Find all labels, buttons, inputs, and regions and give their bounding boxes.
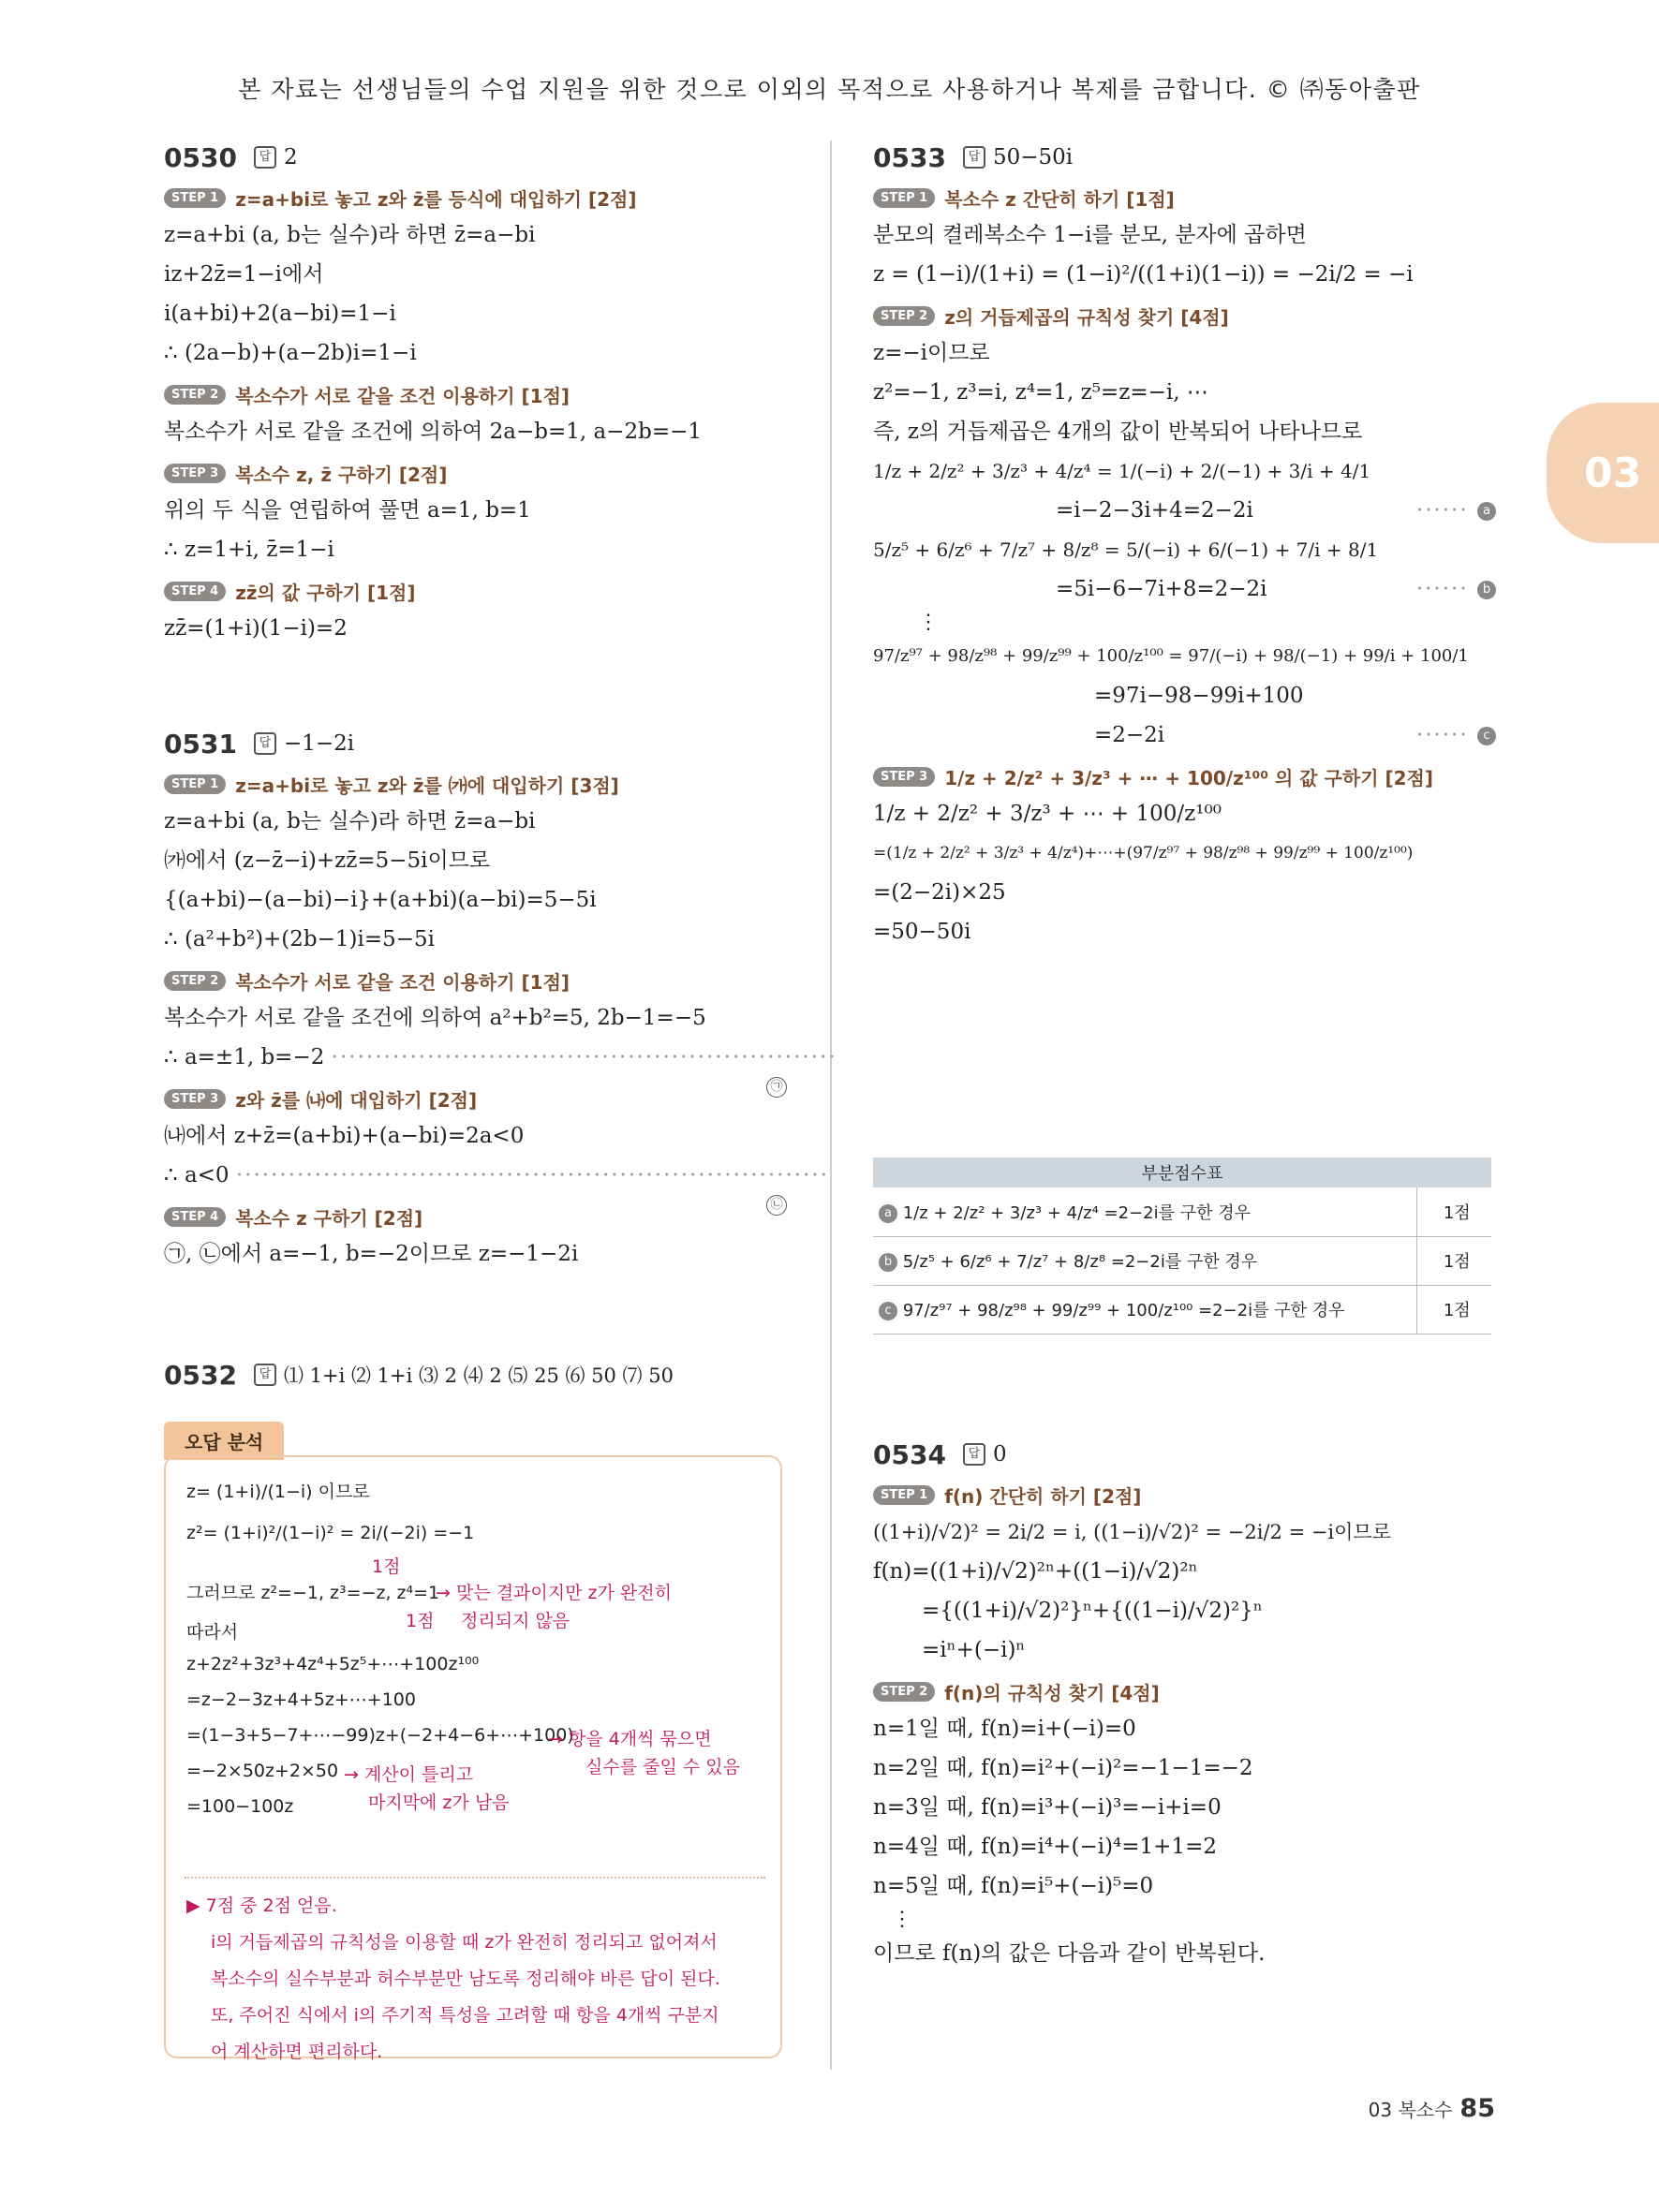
footer-chapter: 03 복소수 [1368,2099,1453,2121]
step-4: STEP 4 복소수 z 구하기 [2점] [164,1199,766,1234]
answer-value: 50−50i [992,145,1074,170]
mark-b: b [1477,581,1496,599]
review-summary: ▶ 7점 중 2점 얻음. i의 거듭제곱의 규칙성을 이용할 때 z가 완전히 정리되고 없어져서 복소수의 실수부분과 허수부분만 남도록 정리해야 바른 답이 된다. 또, 주어진 식에서 i의 주기적 특성을 고려할 때 항을 4개씩 구분지 어 계산하면 편리하다. [186,1895,720,2062]
step-2: STEP 2 f(n)의 규칙성 찾기 [4점] [873,1674,1496,1709]
partial-score-table [873,1158,1491,1335]
step-1: STEP 1 복소수 z 간단히 하기 [1점] [873,180,1496,215]
mark-circle-2: ㉡ [766,1195,787,1216]
review-title: 오답 분석 [164,1422,284,1460]
chapter-tab: 03 [1547,403,1659,543]
step-4: STEP 4 zz̄의 값 구하기 [1점] [164,573,787,609]
answer-icon: 답 [963,1443,985,1466]
step-1: STEP 1 z=a+bi로 놓고 z와 z̄를 ㈎에 대입하기 [3점] [164,766,787,802]
answer-value: 0 [992,1442,1007,1467]
step-2: STEP 2 복소수가 서로 같을 조건 이용하기 [1점] [164,963,787,998]
table-title: 부분점수표 [873,1158,1491,1187]
step-3: STEP 3 복소수 z, z̄ 구하기 [2점] [164,455,787,491]
answer-value: −1−2i [283,731,355,756]
answer-icon: 답 [963,146,985,169]
page-footer [1369,2094,1495,2123]
answer-icon: 답 [254,146,276,169]
review-panel: 오답 분석 z= (1+i)/(1−i) 이므로 z²= (1+i)²/(1−i)² = 2i/(−2i) =−1 1점 그러므로 z²=−1, z³=−z, z⁴=1 → 맞는 결과이지만 z가 완전히 1점 정리되지 않음 따라서 z+2z²+3z³+4z⁴+5z⁵+⋯+100z¹⁰⁰ =z−2−3z+4+5z+⋯+100 =(1−3+5−7+⋯−99)z+(−2+4−6+⋯+100) → 항을 4개씩 묶으면 실수를 줄일 수 있음 =−2×50z+2×50 → 계산이 틀리고 마지막에 z가 남음 =100−100z ▶ 7점 중 2점 얻음. i의 거듭제곱의 규칙성을 이용할 때 z가 완전히 정리되고 없어져서 복소수의 실수부분과 허수부분만 남도록 정리해야 바른 답이 된다. 또, 주어진 식에서 i의 주기적 특성을 고려할 때 항을 4개씩 구분지 어 계산하면 편리하다. [164,1422,787,2068]
answer-value: 2 [283,145,298,170]
problem-number: 0533 [873,141,946,173]
step-3: STEP 3 z와 z̄를 ㈏에 대입하기 [2점] [164,1081,766,1116]
mark-a: a [1477,502,1496,521]
answer-icon: 답 [254,1364,276,1386]
step-1: STEP 1 z=a+bi로 놓고 z와 z̄를 등식에 대입하기 [2점] [164,180,787,215]
problem-number: 0530 [164,141,237,173]
problem-0533: 0533 답 50−50i STEP 1 복소수 z 간단히 하기 [1점] 분모의 켤레복소수 1−i를 분모, 분자에 곱하면 z = (1−i)/(1+i) = (1−i)²/((1+i)(1−i)) = −2i/2 = −i STEP 2 z의 거듭제곱의 규칙성 찾기 [4점] z=−i이므로 z²=−1, z³=i, z⁴=1, z⁵=z=−i, ⋯ 즉, z의 거듭제곱은 4개의 값이 반복되어 나타나므로 1/z + 2/z² + 3/z³ + 4/z⁴ = 1/(−i) + 2/(−1) + 3/i + 4/1 =i−2−3i+4=2−2i ······ a 5/z⁵ + 6/z⁶ + 7/z⁷ + 8/z⁸ = 5/(−i) + 6/(−1) + 7/i + 8/1 =5i−6−7i+8=2−2i ······ b ⋮ 97/z⁹⁷ + 98/z⁹⁸ + 99/z⁹⁹ + 100/z¹⁰⁰ = 97/(−i) + 98/(−1) + 99/i + 100/1 =97i−98−99i+100 =2−2i ······ c STEP 3 1/z + 2/z² + 3/z³ + ⋯ + 100/z¹⁰⁰ 의 값 구하기 [2점] 1/z + 2/z² + 3/z³ + ⋯ + 100/z¹⁰⁰ =(1/z + 2/z² + 3/z³ + 4/z⁴)+⋯+(97/z⁹⁷ + 98/z⁹⁸ + 99/z⁹⁹ + 100/z¹⁰⁰) =(2−2i)×25 =50−50i 부분점수표 a 1/z + 2/z² + 3/z³ + 4/z⁴ =2−2i를 구한 경우 1점 b 5/z⁵ + 6/z⁶ + 7/z⁷ + 8/z⁸ =2−2i를 구한 경우 1점 c 97/z⁹⁷ + 98/z⁹⁸ + 99/z⁹⁹ + 100/z¹⁰⁰ =2−2i를 구한 경우 1점 [873,139,1496,951]
answer-icon: 답 [254,732,276,755]
table-row: a 1/z + 2/z² + 3/z³ + 4/z⁴ =2−2i를 구한 경우 1점 [873,1187,1491,1236]
problem-0532 [164,1356,787,2062]
problem-number: 0532 [164,1359,237,1391]
step-2: STEP 2 복소수가 서로 같을 조건 이용하기 [1점] [164,376,787,412]
problem-number: 0534 [873,1438,946,1470]
problem-0530: 0530 답 2 STEP 1 z=a+bi로 놓고 z와 z̄를 등식에 대입하기 [2점] z=a+bi (a, b는 실수)라 하면 z̄=a−bi iz+2z̄=1−i에서 i(a+bi)+2(a−bi)=1−i ∴ (2a−b)+(a−2b)i=1−i STEP 2 복소수가 서로 같을 조건 이용하기 [1점] 복소수가 서로 같을 조건에 의하여 2a−b=1, a−2b=−1 STEP 3 복소수 z, z̄ 구하기 [2점] 위의 두 식을 연립하여 풀면 a=1, b=1 ∴ z=1+i, z̄=1−i STEP 4 zz̄의 값 구하기 [1점] zz̄=(1+i)(1−i)=2 [164,139,787,648]
column-divider [830,140,832,2070]
problem-0531: 0531 답 −1−2i STEP 1 z=a+bi로 놓고 z와 z̄를 ㈎에 대입하기 [3점] z=a+bi (a, b는 실수)라 하면 z̄=a−bi ㈎에서 (z−z̄−i)+zz̄=5−5i이므로 {(a+bi)−(a−bi)−i}+(a+bi)(a−bi)=5−5i ∴ (a²+b²)+(2b−1)i=5−5i STEP 2 복소수가 서로 같을 조건 이용하기 [1점] 복소수가 서로 같을 조건에 의하여 a²+b²=5, 2b−1=−5 ∴ a=±1, b=−2 ·························································· ㉠ STEP 3 z와 z̄를 ㈏에 대입하기 [2점] ㈏에서 z+z̄=(a+bi)+(a−bi)=2a<0 ∴ a<0 ···································································· ㉡ STEP 4 복소수 z 구하기 [2점] ㉠, ㉡에서 a=−1, b=−2이므로 z=−1−2i [164,728,837,1266]
problem-number: 0531 [164,728,237,759]
step-2: STEP 2 z의 거듭제곱의 규칙성 찾기 [4점] [873,298,1496,333]
page-number: 85 [1459,2094,1495,2123]
step-1: STEP 1 f(n) 간단히 하기 [2점] [873,1477,1496,1512]
mark-c: c [1477,727,1496,745]
table-row: b 5/z⁵ + 6/z⁶ + 7/z⁷ + 8/z⁸ =2−2i를 구한 경우 1점 [873,1236,1491,1285]
step-3: STEP 3 1/z + 2/z² + 3/z³ + ⋯ + 100/z¹⁰⁰ 의 값 구하기 [2점] [873,759,1496,794]
mark-circle-1: ㉠ [766,1077,787,1098]
copyright-notice: 본 자료는 선생님들의 수업 지원을 위한 것으로 이외의 목적으로 사용하거나 복제를 금합니다. © ㈜동아출판 [238,76,1421,103]
problem-0534: 0534 답 0 STEP 1 f(n) 간단히 하기 [2점] ((1+i)/√2)² = 2i/2 = i, ((1−i)/√2)² = −2i/2 = −i이므로 f(n)=((1+i)/√2)²ⁿ+((1−i)/√2)²ⁿ ={((1+i)/√2)²}ⁿ+{((1−i)/√2)²}ⁿ =iⁿ+(−i)ⁿ STEP 2 f(n)의 규칙성 찾기 [4점] n=1일 때, f(n)=i+(−i)=0 n=2일 때, f(n)=i²+(−i)²=−1−1=−2 n=3일 때, f(n)=i³+(−i)³=−i+i=0 n=4일 때, f(n)=i⁴+(−i)⁴=1+1=2 n=5일 때, f(n)=i⁵+(−i)⁵=0 ⋮ 이므로 f(n)의 값은 다음과 같이 반복된다. [873,1436,1496,1973]
table-row: c 97/z⁹⁷ + 98/z⁹⁸ + 99/z⁹⁹ + 100/z¹⁰⁰ =2−2i를 구한 경우 1점 [873,1285,1491,1334]
answer-value: ⑴ 1+i ⑵ 1+i ⑶ 2 ⑷ 2 ⑸ 25 ⑹ 50 ⑺ 50 [283,1364,674,1387]
